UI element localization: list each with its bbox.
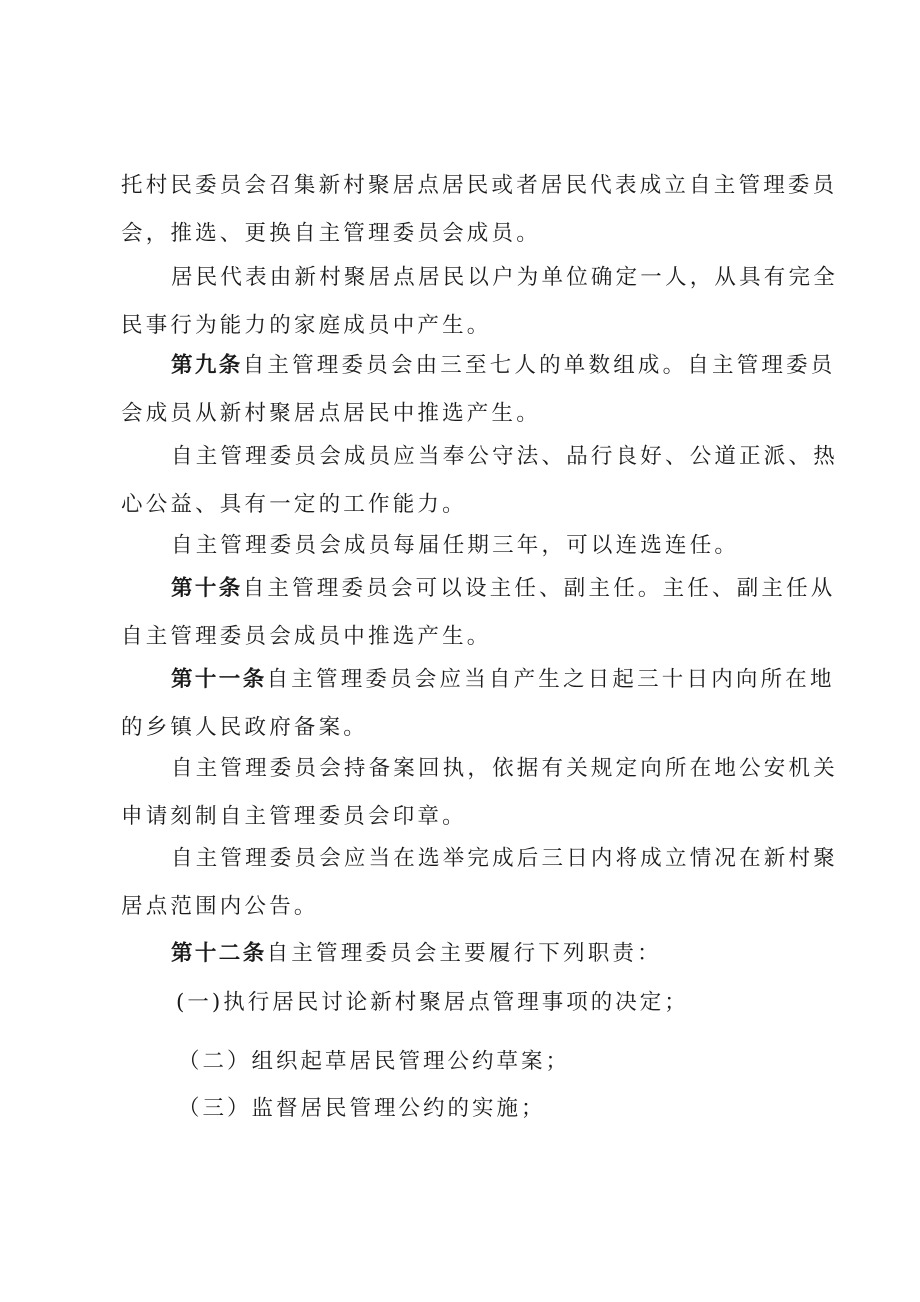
paragraph-5 bbox=[121, 522, 811, 570]
duty-item-2 bbox=[178, 1038, 868, 1086]
text-line: 自主管理委员会应当在选举完成后三日内将成立情况在新村聚 bbox=[171, 846, 838, 871]
paragraph-9 bbox=[121, 835, 838, 931]
text-line bbox=[121, 656, 835, 704]
article-12 bbox=[121, 930, 811, 978]
article-heading: 第十一条 bbox=[171, 667, 267, 692]
article-text: 自主管理委员会主要履行下列职责： bbox=[266, 941, 662, 966]
text-line bbox=[121, 565, 836, 613]
list-item: （二）组织起草居民管理公约草案； bbox=[178, 1049, 571, 1074]
list-item: (一)执行居民讨论新村聚居点管理事项的决定； bbox=[176, 990, 689, 1015]
paragraph-1 bbox=[121, 162, 838, 258]
text-line: 自主管理委员会持备案回执，依据有关规定向所在地公安机关 bbox=[171, 756, 838, 781]
text-line: 居民代表由新村聚居点居民以户为单位确定一人，从具有完全 bbox=[171, 265, 838, 290]
text-line bbox=[121, 930, 811, 978]
article-heading: 第十二条 bbox=[171, 941, 267, 966]
paragraph-4 bbox=[121, 433, 838, 529]
duty-item-1 bbox=[176, 979, 866, 1027]
article-10 bbox=[121, 565, 836, 661]
article-11 bbox=[121, 656, 835, 752]
article-9 bbox=[121, 342, 836, 438]
text-line: 居点范围内公告。 bbox=[121, 894, 319, 919]
paragraph-2 bbox=[121, 254, 838, 350]
article-text: 自主管理委员会应当自产生之日起三十日内向所在地 bbox=[266, 667, 835, 692]
article-heading: 第九条 bbox=[171, 353, 243, 378]
text-line: 心公益、具有一定的工作能力。 bbox=[121, 492, 467, 517]
text-line: 会成员从新村聚居点居民中推选产生。 bbox=[121, 401, 541, 426]
list-item: （三）监督居民管理公约的实施； bbox=[178, 1096, 546, 1121]
text-line: 自主管理委员会成员中推选产生。 bbox=[121, 624, 492, 649]
text-line: 申请刻制自主管理委员会印章。 bbox=[121, 804, 467, 829]
article-text: 自主管理委员会由三至七人的单数组成。自主管理委员 bbox=[242, 353, 836, 378]
text-line: 自主管理委员会成员应当奉公守法、品行良好、公道正派、热 bbox=[171, 444, 838, 469]
text-line: 的乡镇人民政府备案。 bbox=[121, 715, 369, 740]
article-text: 自主管理委员会可以设主任、副主任。主任、副主任从 bbox=[242, 576, 836, 601]
text-line: 托村民委员会召集新村聚居点居民或者居民代表成立自主管理委员 bbox=[121, 173, 838, 198]
text-line: 自主管理委员会成员每届任期三年，可以连选连任。 bbox=[171, 533, 740, 558]
article-heading: 第十条 bbox=[171, 576, 243, 601]
paragraph-8 bbox=[121, 745, 838, 841]
text-line: 会，推选、更换自主管理委员会成员。 bbox=[121, 221, 541, 246]
text-line bbox=[121, 342, 836, 390]
text-line: 民事行为能力的家庭成员中产生。 bbox=[121, 313, 492, 338]
duty-item-3 bbox=[178, 1085, 868, 1133]
